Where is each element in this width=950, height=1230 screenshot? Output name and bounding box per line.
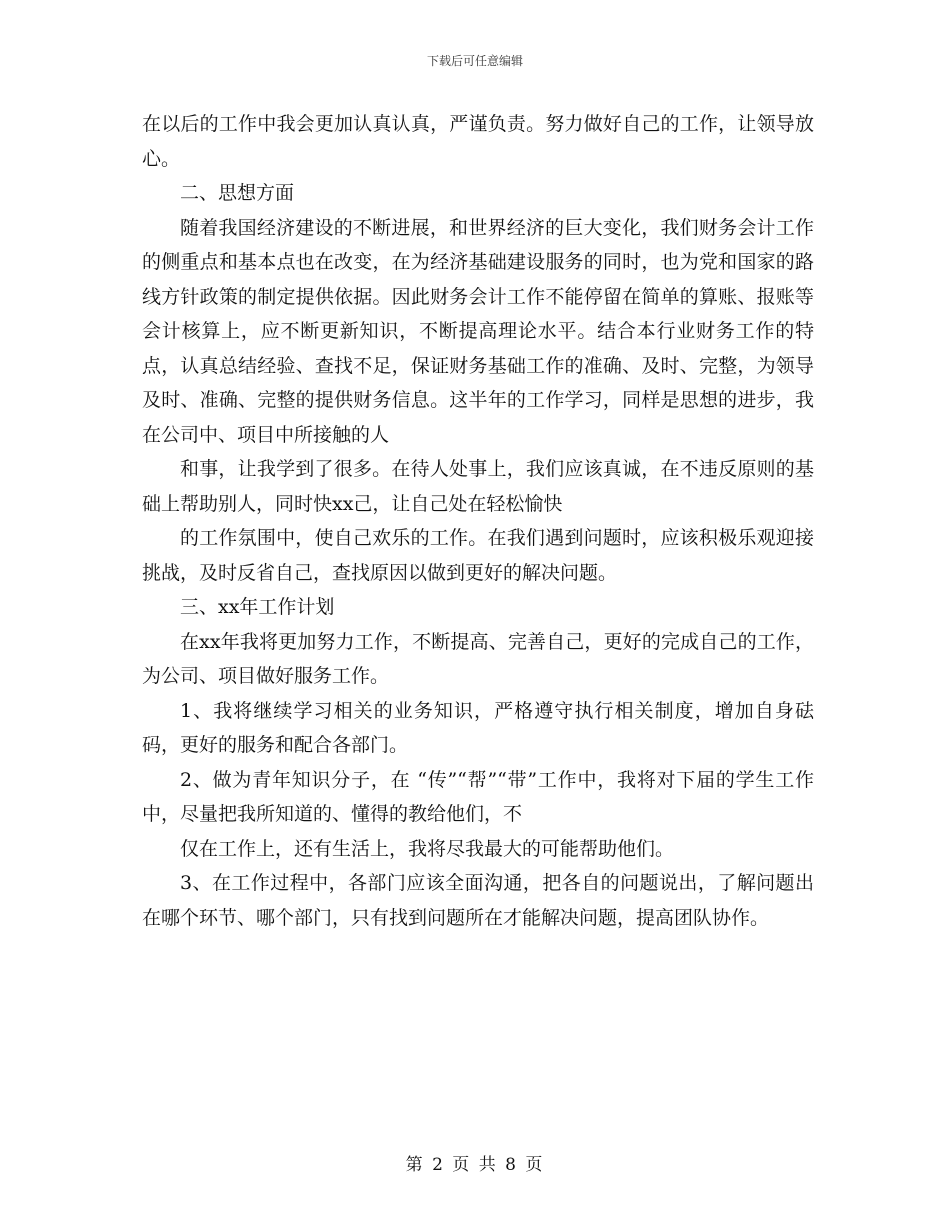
section-heading: 三、xx年工作计划 xyxy=(180,596,335,618)
list-item: 3、在工作过程中，各部门应该全面沟通，把各自的问题说出，了解问题出在哪个环节、哪个部门，只有找到问题所在才能解决问题，提高团队协作。 xyxy=(142,872,814,929)
list-item: 1、我将继续学习相关的业务知识，严格遵守执行相关制度，增加自身砝码，更好的服务和配合各部门。 xyxy=(142,699,814,756)
document-body xyxy=(142,107,814,935)
section-heading: 二、思想方面 xyxy=(180,182,295,204)
page-number: 第 2 页 共 8 页 xyxy=(405,1155,545,1175)
body-paragraph: 的工作氛围中，使自己欢乐的工作。在我们遇到问题时，应该积极乐观迎接挑战，及时反省自己，查找原因以做到更好的解决问题。 xyxy=(142,527,814,584)
body-paragraph: 和事，让我学到了很多。在待人处事上，我们应该真诚，在不违反原则的基础上帮助别人，同时快xx己，让自己处在轻松愉快 xyxy=(142,458,814,515)
body-paragraph: 在xx年我将更加努力工作，不断提高、完善自己，更好的完成自己的工作，为公司、项目做好服务工作。 xyxy=(142,630,814,687)
body-paragraph: 随着我国经济建设的不断进展，和世界经济的巨大变化，我们财务会计工作的侧重点和基本点也在改变，在为经济基础建设服务的同时，也为党和国家的路线方针政策的制定提供依据。因此财务会计工作不能停留在简单的算账、报账等会计核算上，应不断更新知识，不断提高理论水平。结合本行业财务工作的特点，认真总结经验、查找不足，保证财务基础工作的准确、及时、完整，为领导及时、准确、完整的提供财务信息。这半年的工作学习，同样是思想的进步，我在公司中、项目中所接触的人 xyxy=(142,216,814,446)
page-header: 下载后可任意编辑 xyxy=(426,54,523,68)
list-item: 2、做为青年知识分子，在 “传”“帮”“带”工作中，我将对下届的学生工作中，尽量把我所知道的、懂得的教给他们，不 xyxy=(142,768,814,825)
body-paragraph: 仅在工作上，还有生活上，我将尽我最大的可能帮助他们。 xyxy=(180,837,675,860)
body-paragraph: 在以后的工作中我会更加认真认真，严谨负责。努力做好自己的工作，让领导放心。 xyxy=(142,113,814,170)
